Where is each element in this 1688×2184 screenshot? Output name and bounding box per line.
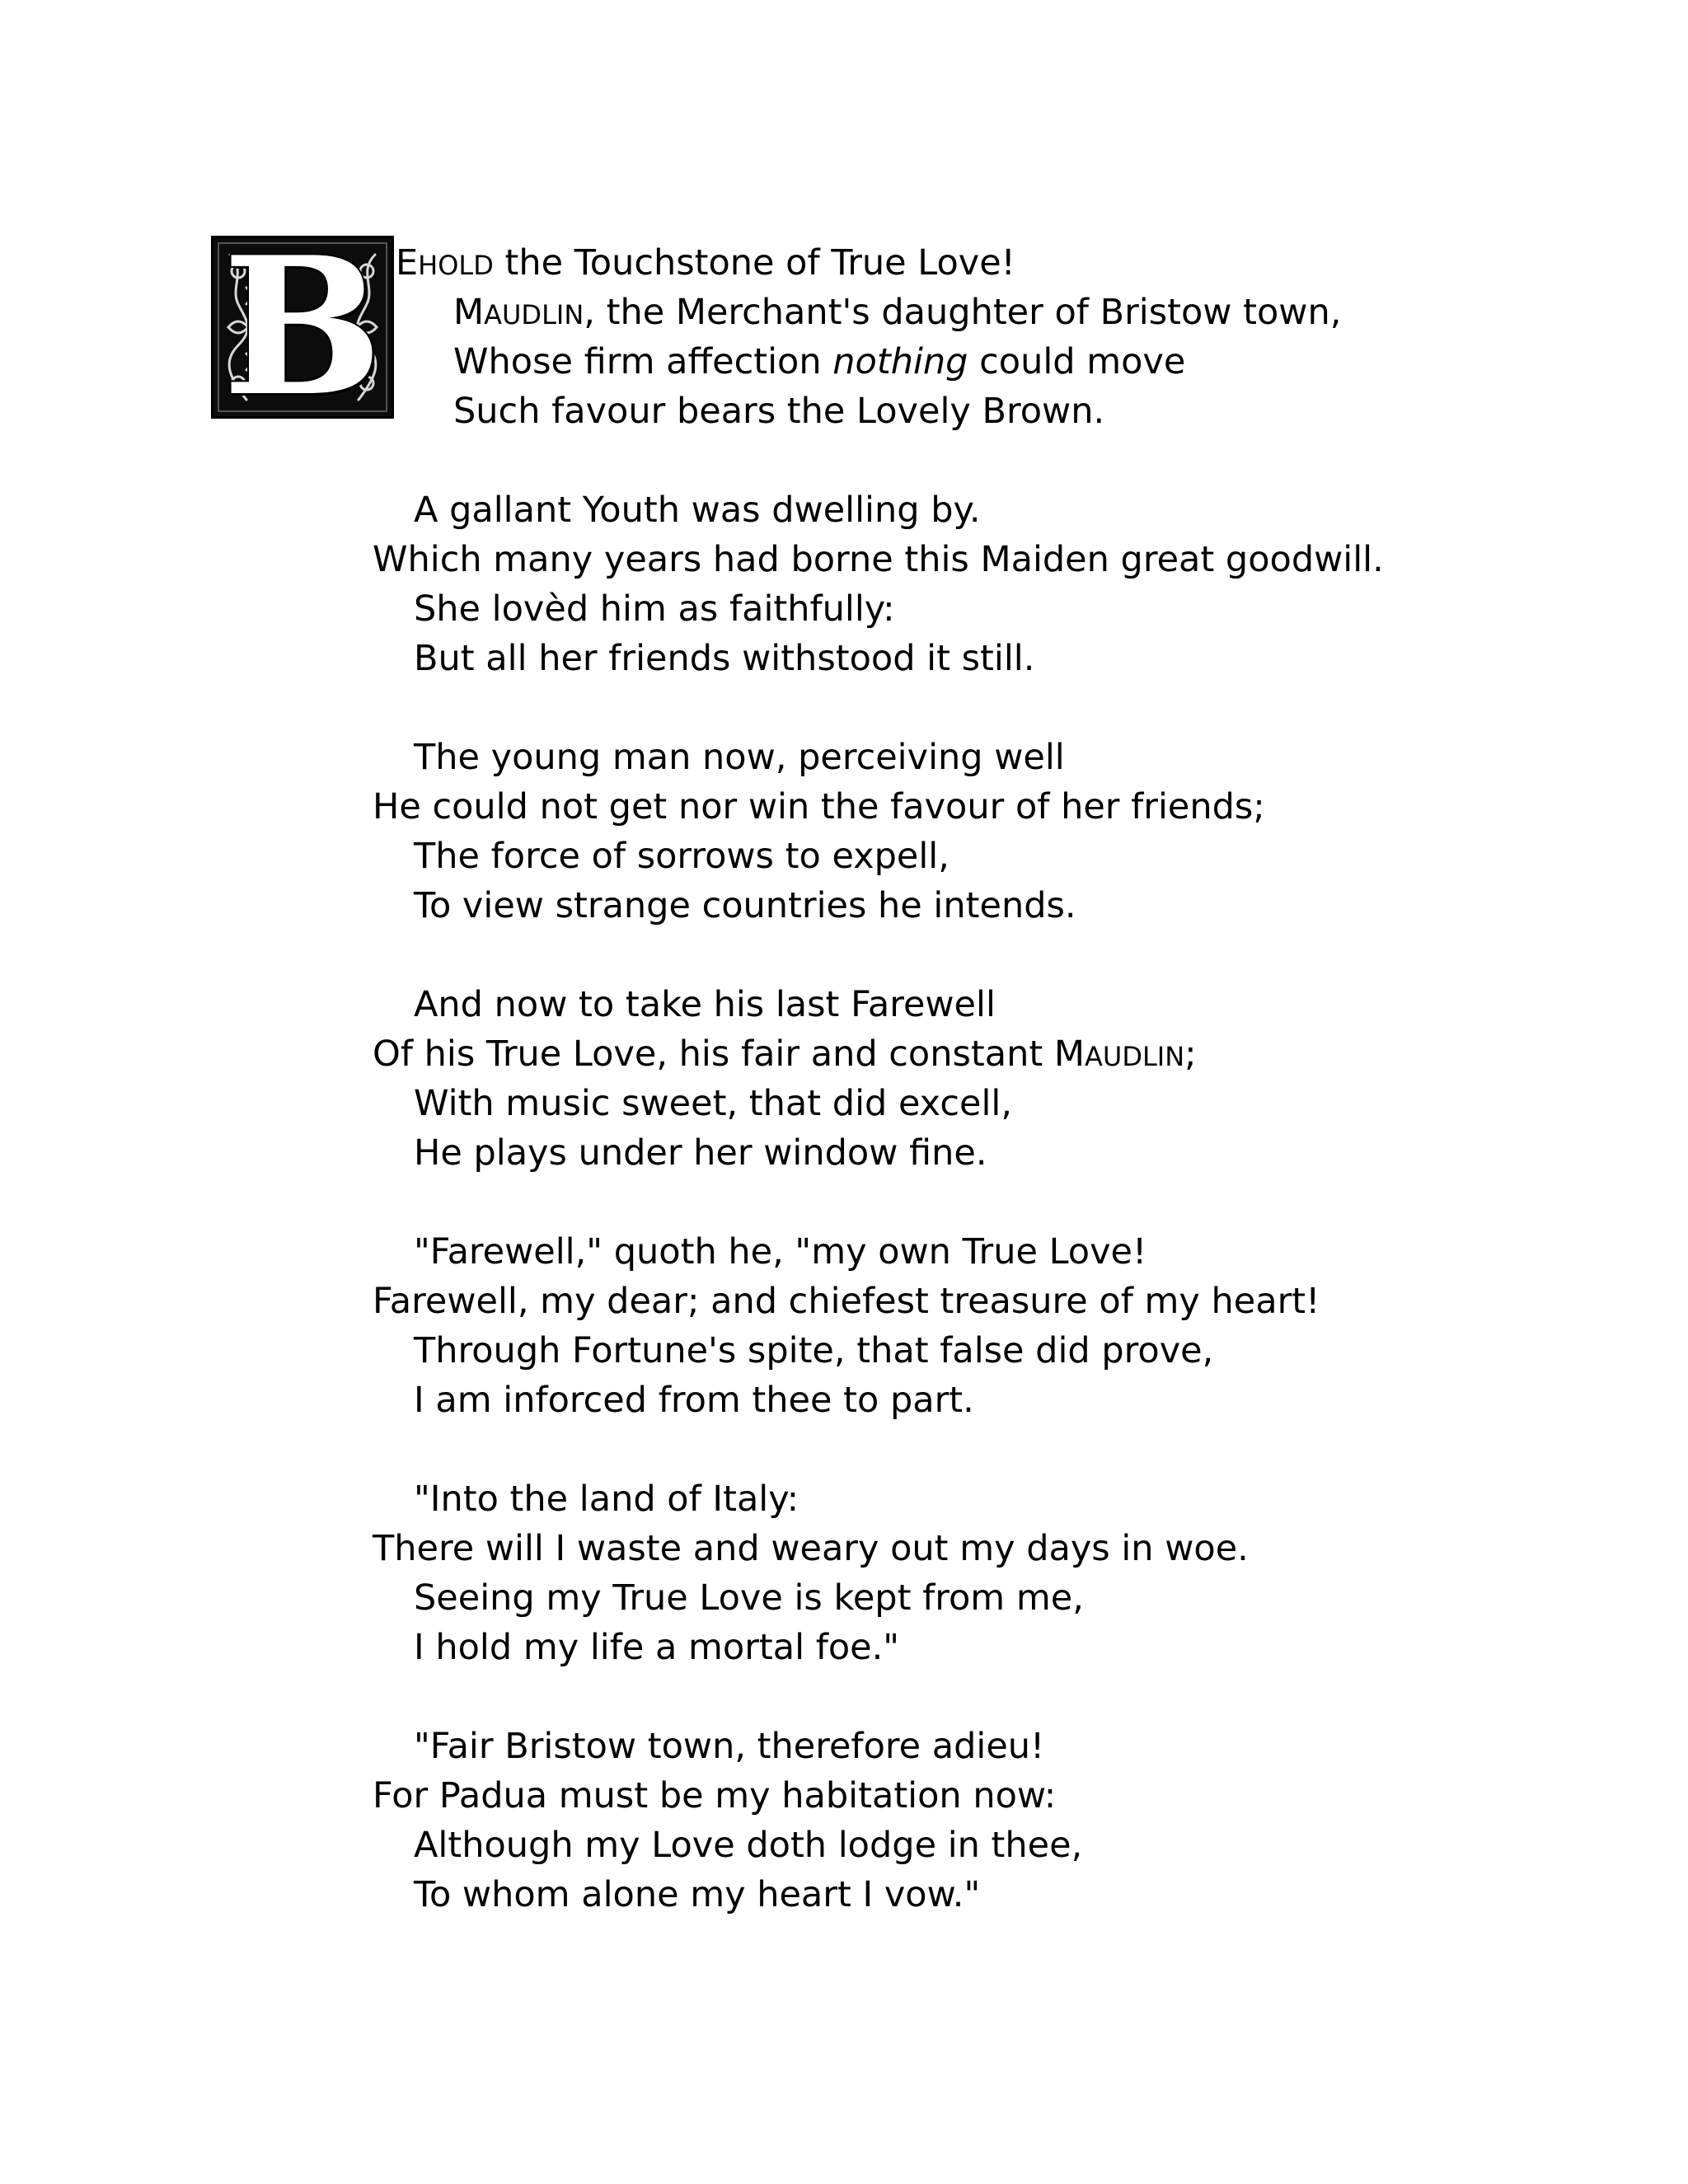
- stanza-3-line-3: The force of sorrows to expell,: [414, 836, 950, 877]
- small-caps-rest: AUDLIN: [484, 299, 584, 330]
- italic-word: nothing: [832, 341, 968, 382]
- stanza-1-line-1: [396, 238, 1015, 290]
- stanza-3-line-1: The young man now, perceiving well: [414, 737, 1065, 778]
- line-text: could move: [968, 341, 1186, 382]
- stanza-4-line-3: With music sweet, that did excell,: [414, 1083, 1013, 1124]
- stanza-4-line-1: And now to take his last Farewell: [414, 984, 996, 1025]
- small-caps-first: E: [396, 242, 419, 284]
- stanza-5-line-4: I am inforced from thee to part.: [414, 1380, 974, 1421]
- drop-cap-letter: B: [222, 236, 383, 419]
- stanza-7-line-2: For Padua must be my habitation now:: [373, 1775, 1057, 1816]
- stanza-2-line-1: A gallant Youth was dwelling by.: [414, 490, 981, 531]
- stanza-1-line-2: [453, 288, 1341, 340]
- line-text: the Touchstone of True Love!: [493, 242, 1015, 284]
- stanza-6-line-4: I hold my life a mortal foe.": [414, 1627, 900, 1668]
- stanza-6-line-1: "Into the land of Italy:: [414, 1479, 799, 1520]
- stanza-6-line-2: There will I waste and weary out my days in woe.: [373, 1528, 1249, 1569]
- small-caps-first: M: [1053, 1033, 1085, 1075]
- stanza-4-line-4: He plays under her window fine.: [414, 1132, 987, 1174]
- line-text: Of his True Love, his fair and constant: [373, 1033, 1054, 1075]
- stanza-2-line-2: Which many years had borne this Maiden great goodwill.: [373, 539, 1384, 580]
- stanza-2-line-4: But all her friends withstood it still.: [414, 638, 1035, 679]
- line-text: , the Merchant's daughter of Bristow town,: [584, 292, 1342, 333]
- stanza-7-line-4: To whom alone my heart I vow.": [414, 1874, 981, 1915]
- stanza-7-line-3: Although my Love doth lodge in thee,: [414, 1825, 1083, 1866]
- stanza-1-line-3: [453, 337, 1185, 387]
- stanza-5-line-3: Through Fortune's spite, that false did prove,: [414, 1330, 1214, 1371]
- stanza-5-line-2: Farewell, my dear; and chiefest treasure of my heart!: [373, 1281, 1320, 1322]
- stanza-5-line-1: "Farewell," quoth he, "my own True Love!: [414, 1231, 1147, 1272]
- stanza-2-line-3: She lovèd him as faithfully:: [414, 588, 895, 630]
- small-caps-first: M: [453, 292, 485, 333]
- line-text: ;: [1184, 1033, 1197, 1075]
- stanza-4-line-2: [373, 1029, 1197, 1081]
- stanza-7-line-1: "Fair Bristow town, therefore adieu!: [414, 1726, 1045, 1767]
- drop-cap-b: [211, 236, 394, 419]
- stanza-3-line-2: He could not get nor win the favour of her friends;: [373, 786, 1265, 827]
- small-caps-rest: AUDLIN: [1085, 1041, 1185, 1072]
- line-text: Whose firm affection: [453, 341, 833, 382]
- stanza-6-line-3: Seeing my True Love is kept from me,: [414, 1577, 1084, 1619]
- stanza-3-line-4: To view strange countries he intends.: [414, 885, 1076, 926]
- stanza-1-line-4: Such favour bears the Lovely Brown.: [453, 391, 1105, 432]
- small-caps-rest: HOLD: [418, 250, 494, 281]
